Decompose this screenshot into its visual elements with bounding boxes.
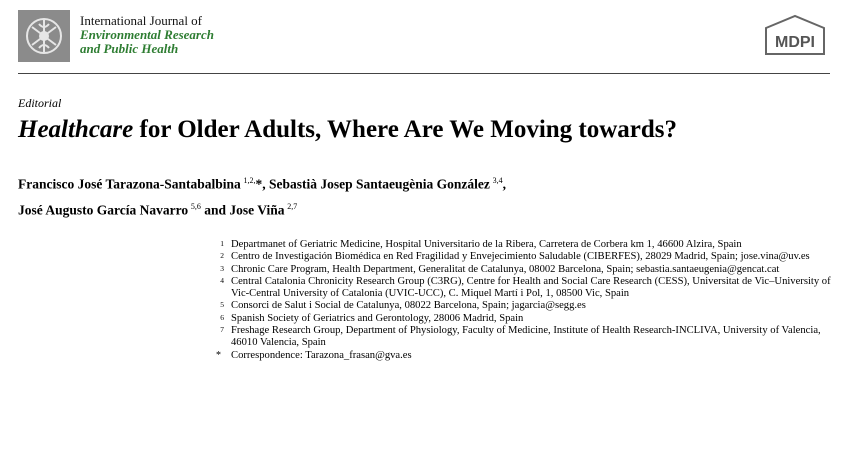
correspondence-text[interactable]: Correspondence: Tarazona_frasan@gva.es bbox=[231, 349, 412, 361]
author-affiliation-ref: 5,6 bbox=[190, 201, 201, 211]
mdpi-logo-icon bbox=[760, 14, 830, 58]
section-label: Editorial bbox=[18, 96, 62, 110]
affiliation-number: 6 bbox=[220, 312, 224, 322]
journal-name-line1: International Journal of bbox=[80, 13, 203, 28]
author-separator: and bbox=[200, 202, 230, 217]
author-name[interactable]: Jose Viña bbox=[229, 202, 285, 217]
journal-logo bbox=[18, 10, 70, 62]
author-name[interactable]: Sebastià Josep Santaeugènia González bbox=[268, 176, 490, 192]
journal-name bbox=[80, 14, 214, 56]
affiliations-list bbox=[214, 239, 834, 362]
affiliation-item bbox=[214, 300, 834, 312]
affiliation-item bbox=[214, 251, 834, 263]
article-title bbox=[18, 116, 677, 144]
medical-emblem-icon bbox=[18, 10, 70, 62]
correspondence-mark: * bbox=[216, 349, 221, 361]
affiliation-number: 7 bbox=[220, 325, 224, 335]
author-separator: , bbox=[262, 176, 269, 192]
affiliation-number: 3 bbox=[220, 263, 224, 273]
affiliation-item bbox=[214, 239, 834, 251]
journal-header bbox=[18, 10, 830, 74]
affiliation-number: 5 bbox=[220, 300, 224, 310]
title-rest: for Older Adults, Where Are We Moving towards? bbox=[133, 116, 678, 143]
title-italic: Healthcare bbox=[18, 116, 134, 143]
author-name[interactable]: José Augusto García Navarro bbox=[18, 202, 189, 217]
affiliation-item bbox=[214, 325, 834, 350]
affiliation-item bbox=[214, 313, 834, 325]
author-name[interactable]: Francisco José Tarazona-Santabalbina bbox=[18, 176, 241, 192]
author-separator: , bbox=[502, 176, 506, 192]
affiliation-text: Freshage Research Group, Department of Physiology, Faculty of Medicine, Institute of Health Research-INCLIVA, University of Valencia, 46010 Valencia, Spain bbox=[231, 325, 821, 349]
author-list bbox=[18, 170, 506, 221]
affiliation-text: Centro de Investigación Biomédica en Red Fragilidad y Envejecimiento Saludable (CIBERFES), 28029 Madrid, Spain; jose.vina@uv.es bbox=[231, 251, 810, 263]
affiliation-number: 1 bbox=[220, 239, 224, 248]
affiliation-text: Chronic Care Program, Health Department, Generalitat de Catalunya, 08002 Barcelona, Spain; sebastia.santaeugenia@gencat.cat bbox=[231, 263, 780, 275]
author-affiliation-ref: 3,4 bbox=[492, 176, 503, 185]
affiliation-text: Central Catalonia Chronicity Research Group (C3RG), Centre for Health and Social Care Research (CESS), Universitat de Vic–University of Vic-Central University of Catalonia (UVIC-UCC), C. Miquel Martí i Pol, 1, 08500 Vic, Spain bbox=[231, 275, 831, 300]
publisher-logo[interactable] bbox=[760, 14, 830, 58]
affiliation-text: Spanish Society of Geriatrics and Gerontology, 28006 Madrid, Spain bbox=[231, 312, 524, 324]
corresponding-mark: * bbox=[255, 176, 263, 192]
publisher-logo-text: MDPI bbox=[775, 34, 815, 51]
journal-name-line2: Environmental Research bbox=[80, 27, 214, 42]
affiliation-text: Consorci de Salut i Social de Catalunya, 08022 Barcelona, Spain; jagarcia@segg.es bbox=[231, 300, 586, 312]
affiliation-number: 4 bbox=[220, 275, 224, 285]
journal-name-line3: and Public Health bbox=[80, 41, 179, 56]
affiliation-item bbox=[214, 276, 834, 301]
affiliation-text: Departmanet of Geriatric Medicine, Hospital Universitario de la Ribera, Carretera de Corbera km 1, 46600 Alzira, Spain bbox=[231, 239, 742, 250]
header-divider bbox=[18, 73, 830, 74]
affiliation-item bbox=[214, 264, 834, 276]
author-affiliation-ref: 1,2, bbox=[243, 176, 256, 185]
author-affiliation-ref: 2,7 bbox=[287, 201, 298, 211]
correspondence-item bbox=[214, 350, 834, 362]
affiliation-number: 2 bbox=[220, 251, 224, 261]
